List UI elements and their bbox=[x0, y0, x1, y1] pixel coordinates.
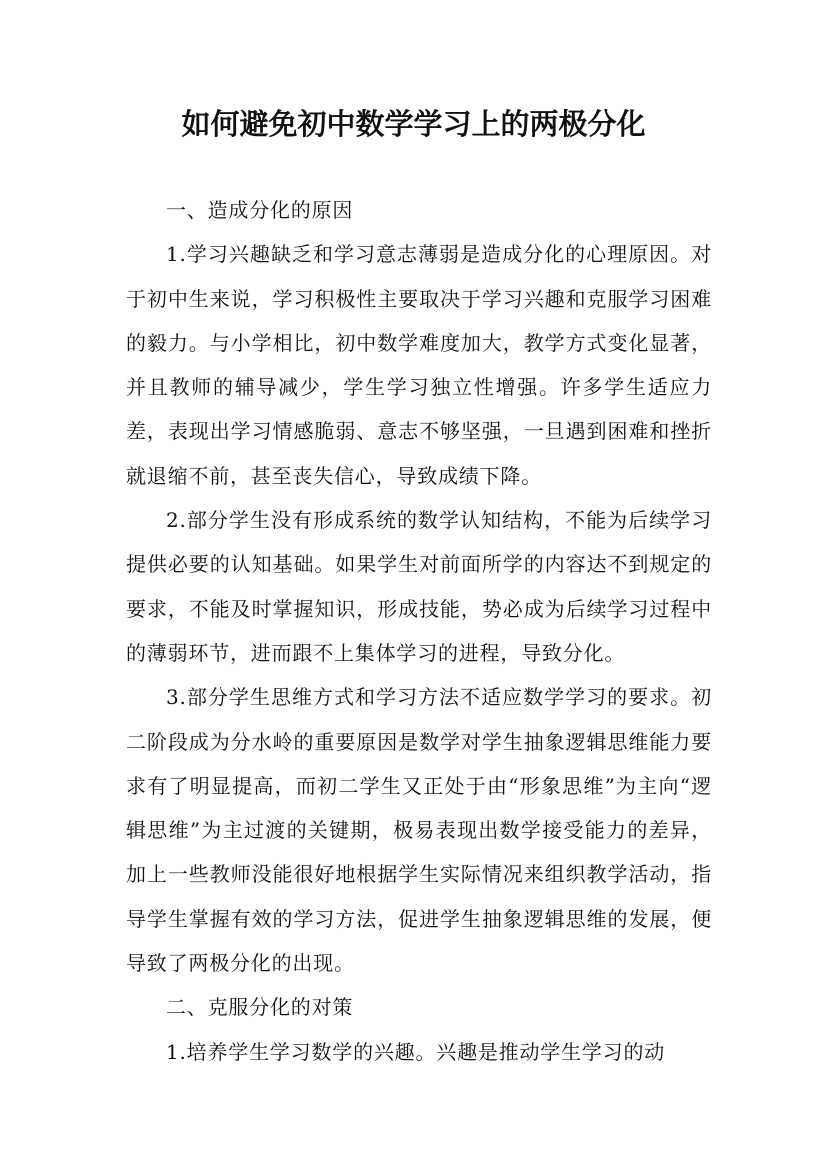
paragraph-countermeasure-1: 1.培养学生学习数学的兴趣。兴趣是推动学生学习的动 bbox=[166, 1039, 666, 1064]
section-heading-causes: 一、造成分化的原因 bbox=[166, 198, 354, 222]
paragraph-cause-2: 2.部分学生没有形成系统的数学认知结构，不能为后续学习提供必要的认知基础。如果学生对前面所学的内容达不到规定的要求，不能及时掌握知识，形成技能，势必成为后续学习过程中的薄弱环节，进而跟不上集体学习的进程，导致分化。 bbox=[126, 508, 712, 665]
paragraph-cause-1: 1.学习兴趣缺乏和学习意志薄弱是造成分化的心理原因。对于初中生来说，学习积极性主要取决于学习兴趣和克服学习困难的毅力。与小学相比，初中数学难度加大，教学方式变化显著，并且教师的辅导减少，学生学习独立性增强。许多学生适应力差，表现出学习情感脆弱、意志不够坚强，一旦遇到困难和挫折就退缩不前，甚至丧失信心，导致成绩下降。 bbox=[126, 242, 712, 488]
section-heading-countermeasures: 二、克服分化的对策 bbox=[166, 995, 354, 1020]
paragraph-cause-3: 3.部分学生思维方式和学习方法不适应数学学习的要求。初二阶段成为分水岭的重要原因是数学对学生抽象逻辑思维能力要求有了明显提高，而初二学生又正处于由“形象思维”为主向“逻辑思维”为主过渡的关键期，极易表现出数学接受能力的差异，加上一些教师没能很好地根据学生实际情况来组织教学活动，指导学生掌握有效的学习方法，促进学生抽象逻辑思维的发展，便导致了两极分化的出现。 bbox=[126, 685, 712, 976]
document-body bbox=[126, 188, 712, 1074]
document-title: 如何避免初中数学学习上的两极分化 bbox=[181, 107, 646, 141]
